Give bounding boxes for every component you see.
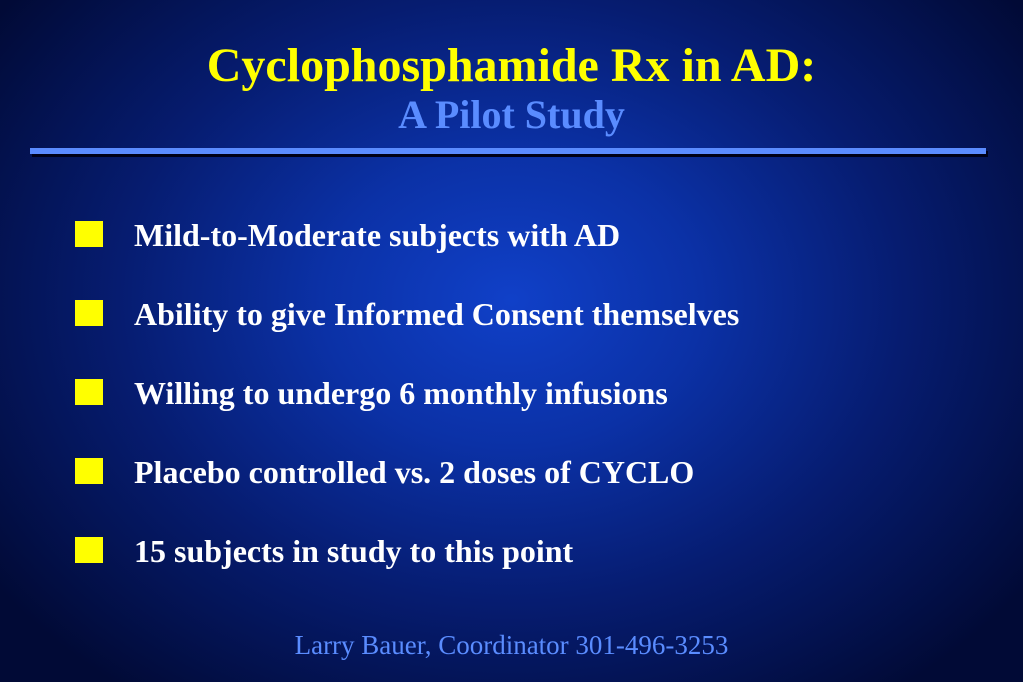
- bullet-item: [0, 289, 1023, 339]
- bullet-item: [0, 447, 1023, 497]
- footer-contact: Larry Bauer, Coordinator 301-496-3253: [294, 630, 729, 660]
- title-block: [0, 38, 1023, 136]
- title-divider: [30, 148, 986, 154]
- square-bullet-icon: [75, 300, 103, 326]
- slide-subtitle: A Pilot Study: [398, 92, 625, 137]
- square-bullet-icon: [75, 221, 103, 247]
- bullet-text: 15 subjects in study to this point: [134, 533, 574, 569]
- bullet-text: Ability to give Informed Consent themselves: [134, 296, 740, 332]
- bullet-text: Mild-to-Moderate subjects with AD: [134, 217, 621, 253]
- bullet-item: [0, 210, 1023, 260]
- square-bullet-icon: [75, 379, 103, 405]
- square-bullet-icon: [75, 537, 103, 563]
- bullet-text: Placebo controlled vs. 2 doses of CYCLO: [134, 454, 695, 490]
- square-bullet-icon: [75, 458, 103, 484]
- bullet-item: [0, 368, 1023, 418]
- bullet-item: [0, 526, 1023, 576]
- slide-title: Cyclophosphamide Rx in AD:: [206, 39, 817, 92]
- bullet-text: Willing to undergo 6 monthly infusions: [134, 375, 668, 411]
